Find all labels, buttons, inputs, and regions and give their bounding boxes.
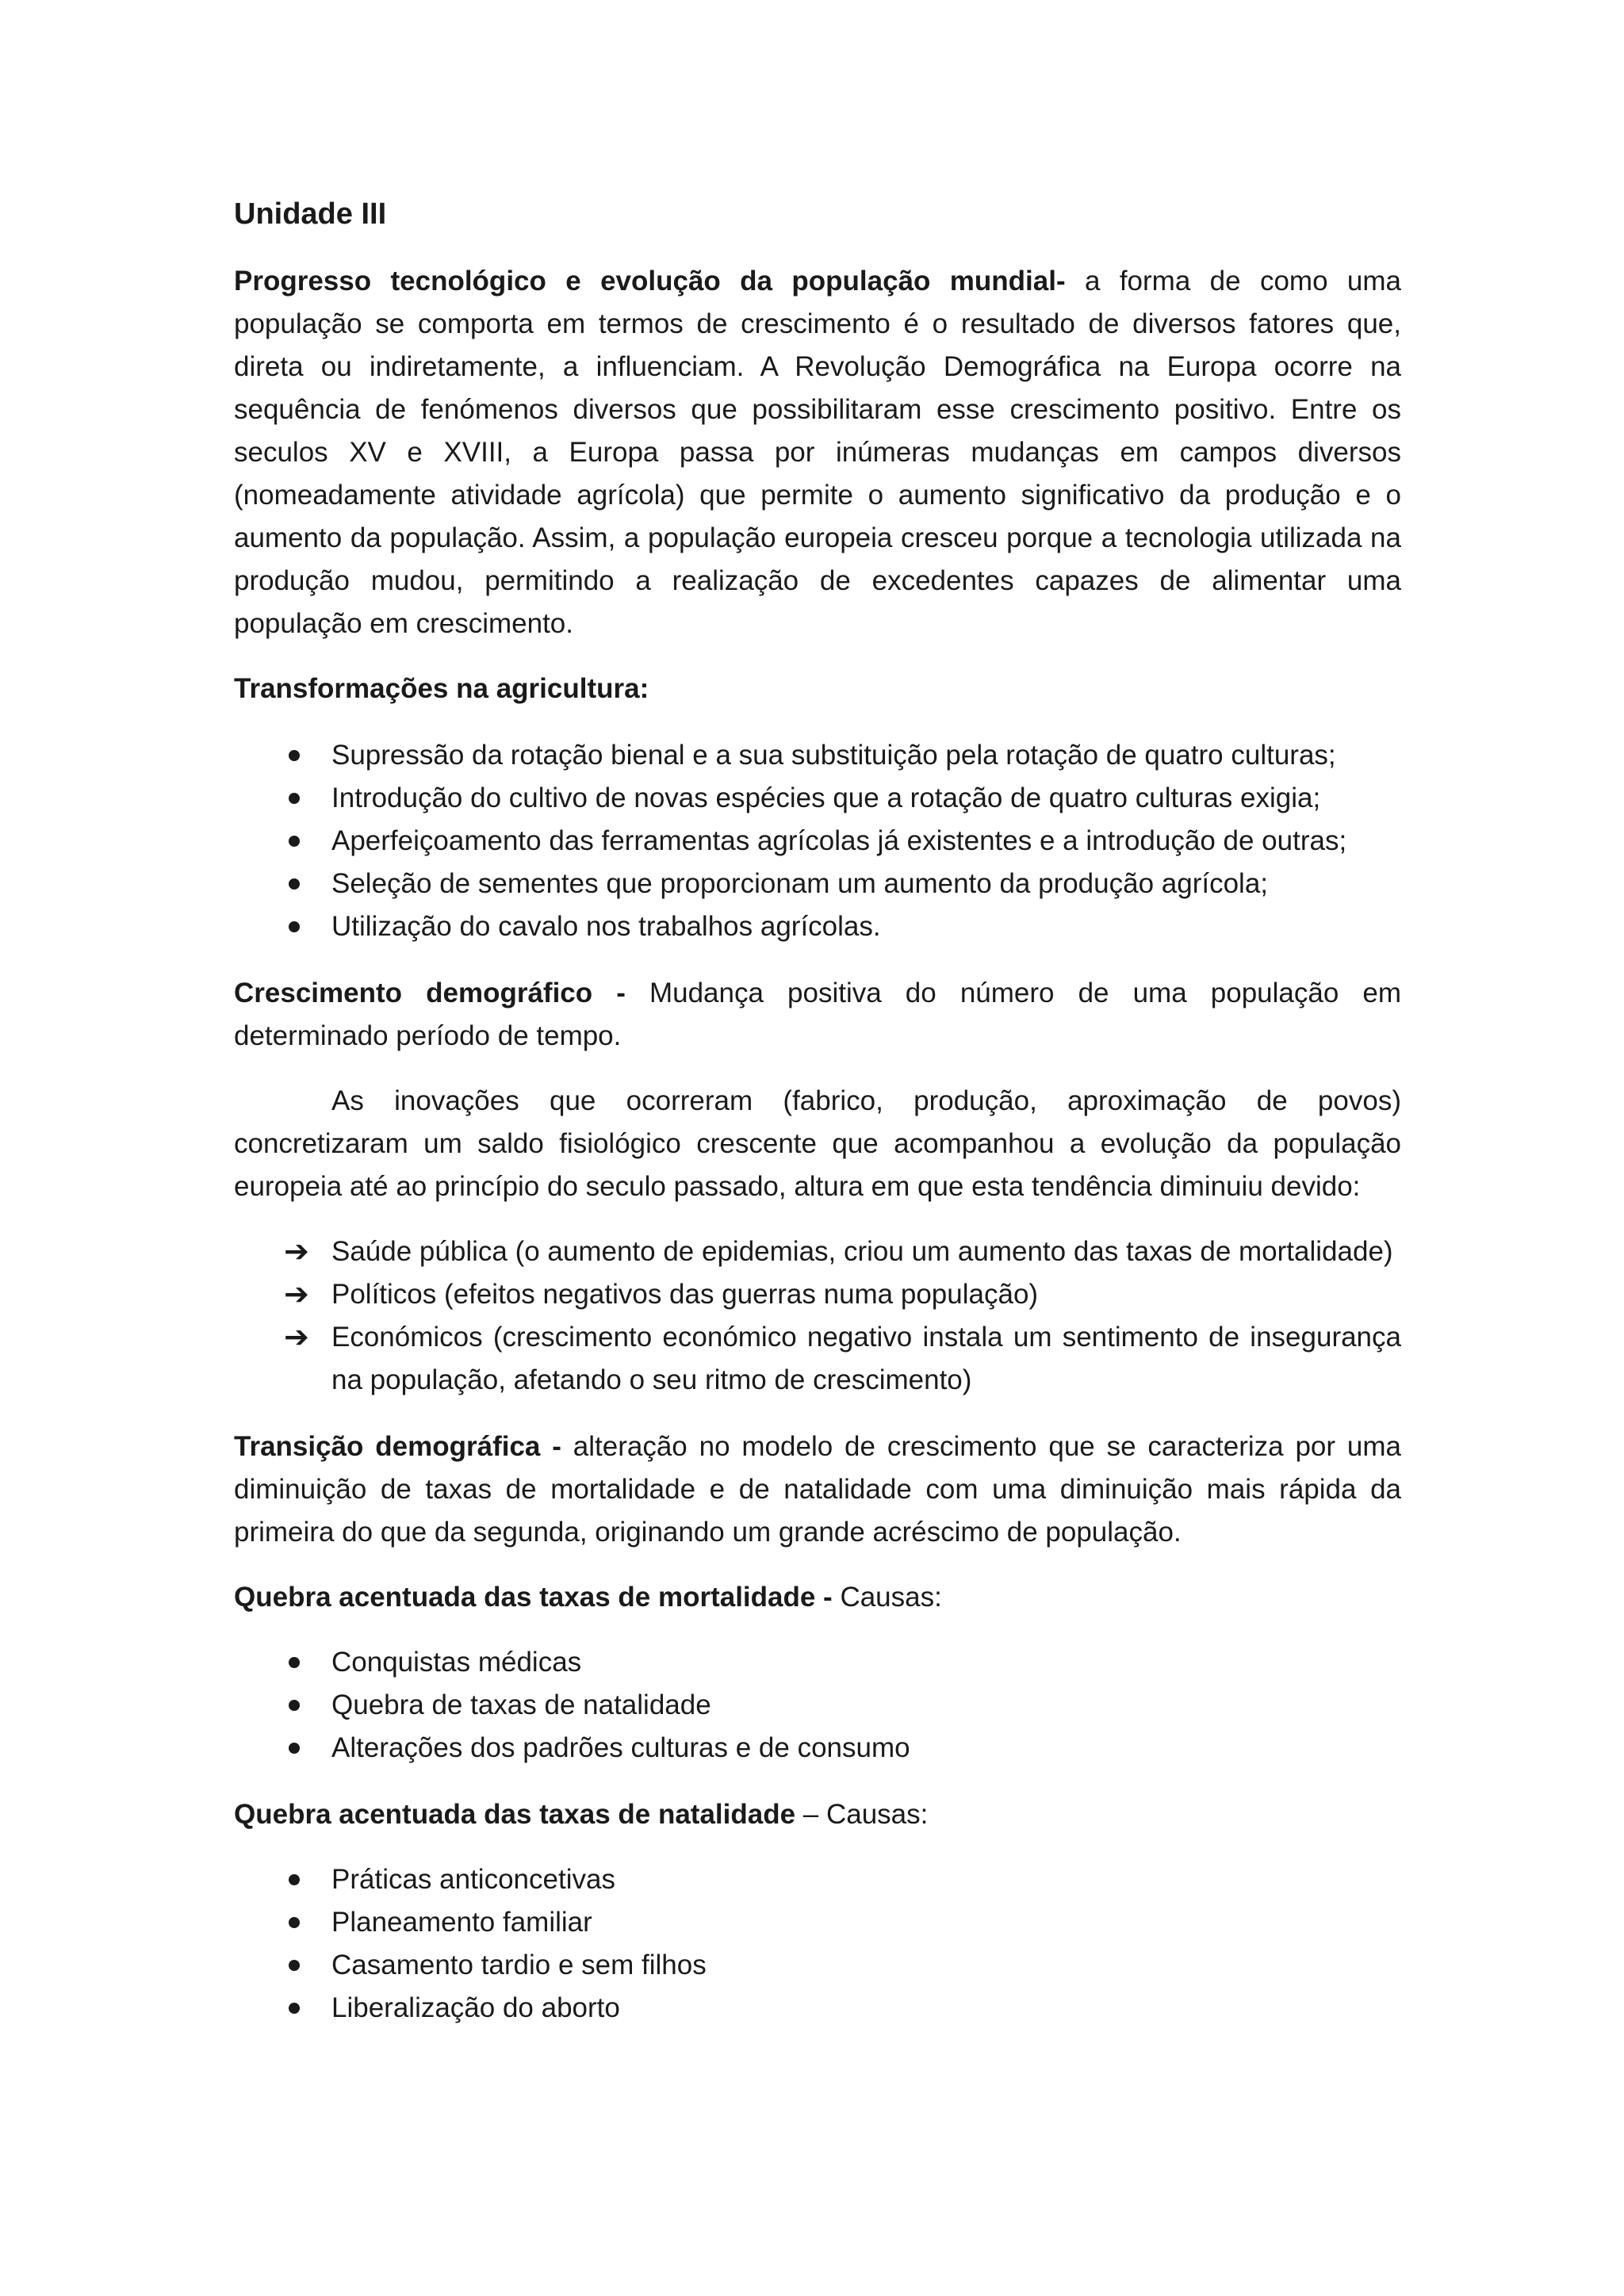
mortality-text: Causas: [832, 1582, 942, 1613]
list-item-text: Económicos (crescimento económico negativo instala um sentimento de insegurança na população, afetando o seu ritmo de crescimento) [331, 1322, 1401, 1395]
list-item-text: Utilização do cavalo nos trabalhos agrícolas. [331, 911, 881, 942]
bullet-icon [289, 1960, 300, 1971]
transition-paragraph [234, 1425, 1401, 1554]
list-item [234, 1684, 1401, 1727]
mortality-heading [234, 1576, 1401, 1619]
list-item [234, 1230, 1401, 1273]
causes-arrow-list [234, 1230, 1401, 1402]
bullet-icon [289, 1700, 300, 1711]
list-item-text: Alterações dos padrões culturas e de consumo [331, 1732, 910, 1763]
transition-text: alteração no modelo de crescimento que se caracteriza por uma diminuição de taxas de mortalidade e de natalidade com uma diminuição mais rápida da primeira do que da segunda, originando um grande acréscimo de população. [234, 1431, 1401, 1548]
arrow-right-icon: ➔ [284, 1276, 309, 1311]
list-item [234, 1901, 1401, 1944]
page-title: Unidade III [234, 197, 387, 231]
growth-paragraph [234, 972, 1401, 1058]
list-item [234, 905, 1401, 948]
list-item [234, 820, 1401, 863]
list-item-text: Práticas anticoncetivas [331, 1864, 615, 1895]
list-item-text: Supressão da rotação bienal e a sua substituição pela rotação de quatro culturas; [331, 740, 1336, 771]
list-item-text: Quebra de taxas de natalidade [331, 1689, 711, 1720]
mortality-term: Quebra acentuada das taxas de mortalidade - [234, 1582, 833, 1613]
bullet-icon [289, 2003, 300, 2014]
intro-term: Progresso tecnológico e evolução da população mundial- [234, 266, 1066, 297]
natality-list [234, 1858, 1401, 2030]
natality-text: – Causas: [795, 1799, 929, 1830]
agri-list [234, 734, 1401, 948]
list-item-text: Saúde pública (o aumento de epidemias, criou um aumento das taxas de mortalidade) [331, 1236, 1393, 1267]
list-item [234, 1727, 1401, 1770]
list-item [234, 1316, 1401, 1402]
list-item [234, 1273, 1401, 1316]
bullet-icon [289, 1657, 300, 1668]
mortality-list [234, 1641, 1401, 1770]
list-item-text: Seleção de sementes que proporcionam um aumento da produção agrícola; [331, 868, 1269, 899]
bullet-icon [289, 1917, 300, 1928]
list-item-text: Aperfeiçoamento das ferramentas agrícolas já existentes e a introdução de outras; [331, 825, 1347, 856]
bullet-icon [289, 793, 300, 804]
growth-term: Crescimento demográfico - [234, 978, 626, 1008]
list-item-text: Políticos (efeitos negativos das guerras numa população) [331, 1279, 1039, 1310]
natality-term: Quebra acentuada das taxas de natalidade [234, 1799, 796, 1830]
arrow-right-icon: ➔ [284, 1319, 309, 1354]
transition-term: Transição demográfica - [234, 1431, 561, 1462]
list-item-text: Planeamento familiar [331, 1907, 592, 1938]
list-item [234, 1641, 1401, 1684]
arrow-right-icon: ➔ [284, 1234, 309, 1269]
bullet-icon [289, 1743, 300, 1754]
natality-heading [234, 1793, 1401, 1836]
list-item-text: Casamento tardio e sem filhos [331, 1950, 707, 1980]
growth-text: Mudança positiva do número de uma população em determinado período de tempo. [234, 978, 1401, 1051]
bullet-icon [289, 921, 300, 932]
list-item [234, 1987, 1401, 2030]
document-body [234, 192, 1401, 2053]
innovations-paragraph: As inovações que ocorreram (fabrico, produção, aproximação de povos) concretizaram um saldo fisiológico crescente que acompanhou a evolução da população europeia até ao princípio do seculo passado, altura em que esta tendência diminuiu devido: [234, 1085, 1401, 1202]
intro-text: a forma de como uma população se comporta em termos de crescimento é o resultado de diversos fatores que, direta ou indiretamente, a influenciam. A Revolução Demográfica na Europa ocorre na sequência de fenómenos diversos que possibilitaram esse crescimento positivo. Entre os seculos XV e XVIII, a Europa passa por inúmeras mudanças em campos diversos (nomeadamente atividade agrícola) que permite o aumento significativo da produção e o aumento da população. Assim, a população europeia cresceu porque a tecnologia utilizada na produção mudou, permitindo a realização de excedentes capazes de alimentar uma população em crescimento. [234, 266, 1401, 639]
list-item [234, 777, 1401, 820]
bullet-icon [289, 1874, 300, 1885]
list-item [234, 1944, 1401, 1987]
bullet-icon [289, 836, 300, 847]
agri-heading: Transformações na agricultura: [234, 673, 649, 704]
bullet-icon [289, 878, 300, 890]
intro-paragraph [234, 260, 1401, 645]
list-item-text: Introdução do cultivo de novas espécies que a rotação de quatro culturas exigia; [331, 783, 1321, 813]
list-item [234, 1858, 1401, 1901]
list-item [234, 863, 1401, 905]
list-item-text: Liberalização do aborto [331, 1992, 620, 2023]
list-item [234, 734, 1401, 777]
bullet-icon [289, 750, 300, 761]
list-item-text: Conquistas médicas [331, 1647, 582, 1678]
